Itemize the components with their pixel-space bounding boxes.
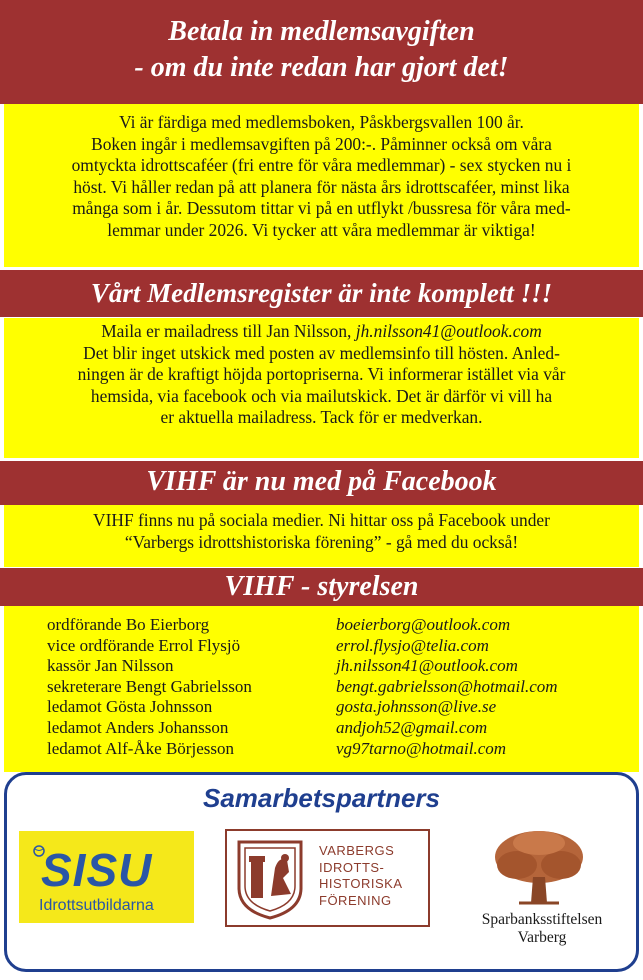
text-line: Boken ingår i medlemsavgiften på 200:-. Påminner också om våra: [91, 133, 552, 154]
sparbank-name-line: Varberg: [517, 929, 567, 946]
vihf-logo-line: VARBERGS: [319, 843, 395, 858]
board-member-email[interactable]: jh.nilsson41@outlook.com: [336, 656, 518, 676]
board-member-role: ledamot Alf-Åke Börjesson: [47, 738, 234, 758]
email-instruction: Maila er mailadress till Jan Nilsson,: [101, 321, 356, 341]
member-register-heading: Vårt Medlemsregister är inte komplett !!!: [0, 270, 643, 317]
text-line: Det blir inget utskick med posten av medlemsinfo till hösten. Anled-: [83, 342, 560, 363]
text-line: hemsida, via facebook och via mailutskick. Det är därför vi vill ha: [90, 385, 553, 406]
text-line: VIHF finns nu på sociala medier. Ni hittar oss på Facebook under: [93, 510, 550, 530]
board-member-role: vice ordförande Errol Flysjö: [47, 635, 241, 655]
membership-fee-heading-line1: Betala in medlemsavgiften: [168, 16, 475, 47]
vihf-logo: [225, 829, 430, 927]
coat-of-arms-icon: [235, 838, 305, 920]
sparbank-name-line: Sparbanksstiftelsen: [481, 911, 603, 928]
sisu-logo: [19, 831, 194, 923]
board-member-role: ordförande Bo Eierborg: [47, 615, 210, 634]
facebook-text: [4, 505, 639, 567]
text-line: lemmar under 2026. Vi tycker att våra medlemmar är viktiga!: [107, 219, 536, 240]
sparbank-name: [457, 911, 627, 947]
text-line: ningen är de kraftigt höjda portopriserna. Vi informerar istället via vår: [77, 364, 566, 385]
partners-title: Samarbetspartners: [203, 783, 440, 813]
member-register-text: [4, 318, 639, 458]
board-member-email[interactable]: errol.flysjo@telia.com: [336, 635, 489, 655]
board-member-row: [4, 697, 639, 718]
text-line: många som i år. Dessutom tittar vi på en utflykt /bussresa för våra med-: [72, 198, 571, 219]
vihf-logo-line: IDROTTS-: [319, 859, 385, 875]
text-line: omtyckta idrottscaféer (fri entre för våra medlemmar) - sex stycken nu i: [71, 155, 572, 176]
sisu-tagline: Idrottsutbildarna: [39, 897, 154, 914]
board-member-role: ledamot Anders Johansson: [47, 717, 229, 737]
sparbank-logo: [457, 827, 627, 967]
board-member-role: ledamot Gösta Johnsson: [47, 697, 213, 717]
board-list: [4, 606, 639, 772]
text-line: “Varbergs idrottshistoriska förening” - gå med du också!: [124, 531, 519, 552]
board-member-row: [4, 677, 639, 698]
board-heading: VIHF - styrelsen: [0, 568, 643, 606]
text-line: [14, 321, 629, 343]
membership-fee-heading-line2: - om du inte redan har gjort det!: [134, 52, 509, 83]
text-line: er aktuella mailadress. Tack för er medverkan.: [160, 407, 483, 428]
membership-fee-heading: [0, 0, 643, 104]
vihf-logo-text: [319, 843, 403, 909]
board-member-row: [4, 636, 639, 657]
board-member-email[interactable]: bengt.gabrielsson@hotmail.com: [336, 676, 558, 696]
oak-tree-icon: [489, 827, 589, 909]
text-line: höst. Vi håller redan på att planera för nästa års idrottscaféer, minst lika: [73, 176, 570, 197]
board-member-row: [4, 656, 639, 677]
board-member-email[interactable]: boeierborg@outlook.com: [336, 615, 511, 634]
board-member-role: sekreterare Bengt Gabrielsson: [47, 676, 252, 696]
partners-box: [4, 772, 639, 972]
vihf-logo-line: HISTORISKA: [319, 876, 403, 891]
board-member-row: [4, 739, 639, 760]
text-line: Vi är färdiga med medlemsboken, Påskbergsvallen 100 år.: [119, 112, 524, 132]
facebook-heading: VIHF är nu med på Facebook: [0, 461, 643, 505]
board-member-row: [4, 615, 639, 636]
membership-fee-text: [4, 104, 639, 267]
board-member-role: kassör Jan Nilsson: [47, 656, 174, 676]
sisu-name: SISU: [41, 844, 153, 896]
board-member-email[interactable]: gosta.johnsson@live.se: [336, 697, 497, 717]
board-member-email[interactable]: andjoh52@gmail.com: [336, 717, 488, 737]
board-member-email[interactable]: vg97tarno@hotmail.com: [336, 738, 507, 758]
board-member-row: [4, 718, 639, 739]
contact-email-link[interactable]: jh.nilsson41@outlook.com: [355, 321, 542, 341]
vihf-logo-line: FÖRENING: [319, 892, 392, 908]
